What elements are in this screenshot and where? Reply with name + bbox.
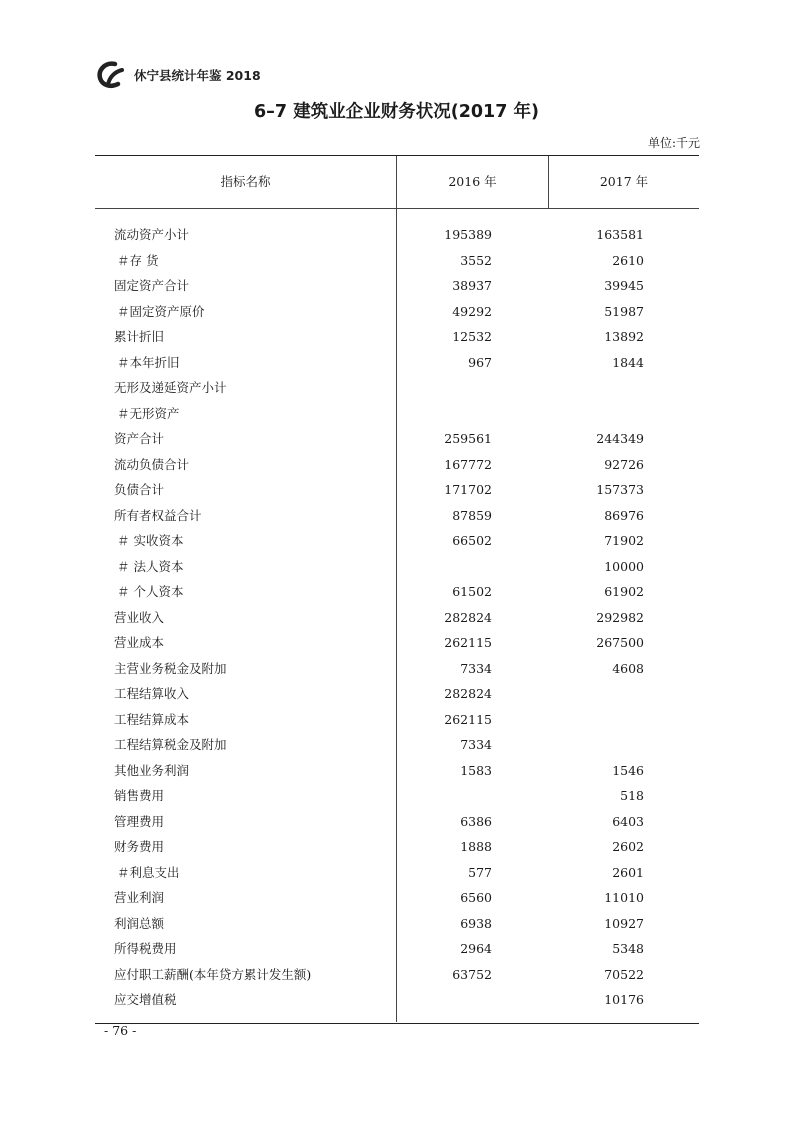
value-2016: 7334 xyxy=(460,660,492,676)
value-2017: 163581 xyxy=(596,227,644,242)
row-name: 所有者权益合计 xyxy=(114,507,202,523)
row-name: 无形及递延资产小计 xyxy=(114,380,227,395)
value-2016: 167772 xyxy=(444,456,492,472)
row-name: 营业成本 xyxy=(114,635,165,650)
row-name: ＃存 货 xyxy=(117,252,159,268)
row-name: 累计折旧 xyxy=(114,329,165,344)
value-2016: 49292 xyxy=(452,303,492,319)
row-name: 销售费用 xyxy=(114,788,165,803)
table-row xyxy=(95,375,699,401)
table-row xyxy=(95,732,699,758)
value-2017: 10927 xyxy=(604,915,644,931)
value-2017: 92726 xyxy=(604,456,644,472)
value-2017: 2602 xyxy=(612,839,644,854)
table-body xyxy=(95,222,699,1013)
value-2016: 171702 xyxy=(444,482,492,497)
table-row xyxy=(95,605,699,631)
value-2017: 70522 xyxy=(604,966,644,982)
value-2016: 195389 xyxy=(444,227,492,242)
value-2017: 10000 xyxy=(604,558,644,574)
table-row xyxy=(95,707,699,733)
value-2017: 1844 xyxy=(612,354,644,370)
table-title: 6–7 建筑业企业财务状况(2017 年) xyxy=(254,102,539,122)
table-row xyxy=(95,860,699,886)
table-header xyxy=(95,156,699,209)
row-name: ＃无形资产 xyxy=(117,405,180,421)
value-2016: 282824 xyxy=(444,686,492,701)
table-row xyxy=(95,885,699,911)
value-2017: 2610 xyxy=(612,252,644,268)
value-2016: 1888 xyxy=(460,839,492,854)
row-name: 工程结算收入 xyxy=(114,686,190,701)
value-2017: 39945 xyxy=(604,278,644,293)
row-name: ＃ 法人资本 xyxy=(117,558,184,574)
value-2017: 71902 xyxy=(604,533,644,548)
table-row xyxy=(95,834,699,860)
value-2017: 61902 xyxy=(604,584,644,599)
value-2017: 292982 xyxy=(596,609,644,625)
value-2017: 86976 xyxy=(604,507,644,523)
table-row xyxy=(95,324,699,350)
book-title: 休宁县统计年鉴 2018 xyxy=(134,68,261,83)
row-name: 管理费用 xyxy=(114,813,165,829)
value-2016: 282824 xyxy=(444,609,492,625)
row-name: 应付职工薪酬(本年贷方累计发生额) xyxy=(114,966,312,982)
row-name: 营业收入 xyxy=(114,609,165,625)
value-2017: 2601 xyxy=(612,864,644,880)
table-row xyxy=(95,401,699,427)
row-name: 流动资产小计 xyxy=(114,227,190,242)
value-2017: 157373 xyxy=(596,482,644,497)
value-2016: 6560 xyxy=(460,890,492,905)
value-2016: 3552 xyxy=(460,252,492,268)
value-2017: 6403 xyxy=(612,813,644,829)
value-2016: 87859 xyxy=(452,507,492,523)
table-row xyxy=(95,579,699,605)
table-row xyxy=(95,273,699,299)
row-name: 流动负债合计 xyxy=(114,456,190,472)
table-row xyxy=(95,350,699,376)
row-name: 资产合计 xyxy=(114,431,165,446)
row-name: ＃ 个人资本 xyxy=(117,584,184,599)
table-row xyxy=(95,222,699,248)
table-row xyxy=(95,528,699,554)
table-row xyxy=(95,477,699,503)
value-2017: 13892 xyxy=(604,329,644,344)
unit-label: 单位:千元 xyxy=(647,136,700,150)
value-2017: 1546 xyxy=(612,762,644,778)
row-name: 主营业务税金及附加 xyxy=(114,660,227,676)
value-2016: 967 xyxy=(468,354,492,370)
value-2016: 7334 xyxy=(460,737,492,752)
table-row xyxy=(95,630,699,656)
row-name: 固定资产合计 xyxy=(114,278,190,293)
table-row xyxy=(95,911,699,937)
column-header-indicator: 指标名称 xyxy=(220,174,271,189)
header-column-divider xyxy=(548,156,549,208)
value-2016: 262115 xyxy=(444,711,492,727)
table-row xyxy=(95,987,699,1013)
value-2016: 6938 xyxy=(460,915,492,931)
value-2016: 262115 xyxy=(444,635,492,650)
financial-table xyxy=(95,155,699,1024)
row-name: ＃利息支出 xyxy=(117,864,180,880)
row-name: ＃固定资产原价 xyxy=(117,303,205,319)
row-name: 负债合计 xyxy=(114,482,165,497)
value-2017: 267500 xyxy=(596,635,644,650)
table-row xyxy=(95,426,699,452)
value-2016: 12532 xyxy=(452,329,492,344)
table-row xyxy=(95,248,699,274)
value-2016: 1583 xyxy=(460,762,492,778)
table-row xyxy=(95,681,699,707)
value-2016: 577 xyxy=(468,864,492,880)
value-2017: 4608 xyxy=(612,660,644,676)
row-name: 营业利润 xyxy=(114,890,165,905)
table-row xyxy=(95,554,699,580)
column-header-2017: 2017 年 xyxy=(599,174,649,189)
row-name: 所得税费用 xyxy=(114,941,177,956)
value-2017: 51987 xyxy=(604,303,644,319)
row-name: 工程结算成本 xyxy=(114,711,190,727)
table-row xyxy=(95,758,699,784)
table-row xyxy=(95,503,699,529)
value-2016: 259561 xyxy=(444,431,492,446)
table-row xyxy=(95,299,699,325)
value-2017: 518 xyxy=(620,788,644,803)
row-name: 应交增值税 xyxy=(114,992,177,1007)
value-2017: 244349 xyxy=(596,431,644,446)
yearbook-logo-icon xyxy=(94,58,128,92)
table-row xyxy=(95,452,699,478)
value-2016: 38937 xyxy=(452,278,492,293)
page-number: - 76 - xyxy=(104,1023,137,1038)
value-2017: 5348 xyxy=(612,941,644,956)
table-row xyxy=(95,656,699,682)
column-header-2016: 2016 年 xyxy=(448,174,497,189)
row-name: 财务费用 xyxy=(114,839,165,854)
value-2016: 61502 xyxy=(452,584,492,599)
value-2016: 63752 xyxy=(452,966,492,982)
value-2017: 11010 xyxy=(604,890,644,905)
value-2016: 2964 xyxy=(460,941,492,956)
table-row xyxy=(95,783,699,809)
row-name: ＃本年折旧 xyxy=(117,354,180,370)
row-name: 其他业务利润 xyxy=(114,762,190,778)
row-name: 工程结算税金及附加 xyxy=(114,737,227,752)
row-name: 利润总额 xyxy=(114,915,165,931)
table-row xyxy=(95,962,699,988)
value-2017: 10176 xyxy=(604,992,644,1007)
page-header xyxy=(94,58,261,92)
value-2016: 6386 xyxy=(460,813,492,829)
value-2016: 66502 xyxy=(452,533,492,548)
table-row xyxy=(95,809,699,835)
row-name: ＃ 实收资本 xyxy=(117,533,184,548)
table-row xyxy=(95,936,699,962)
